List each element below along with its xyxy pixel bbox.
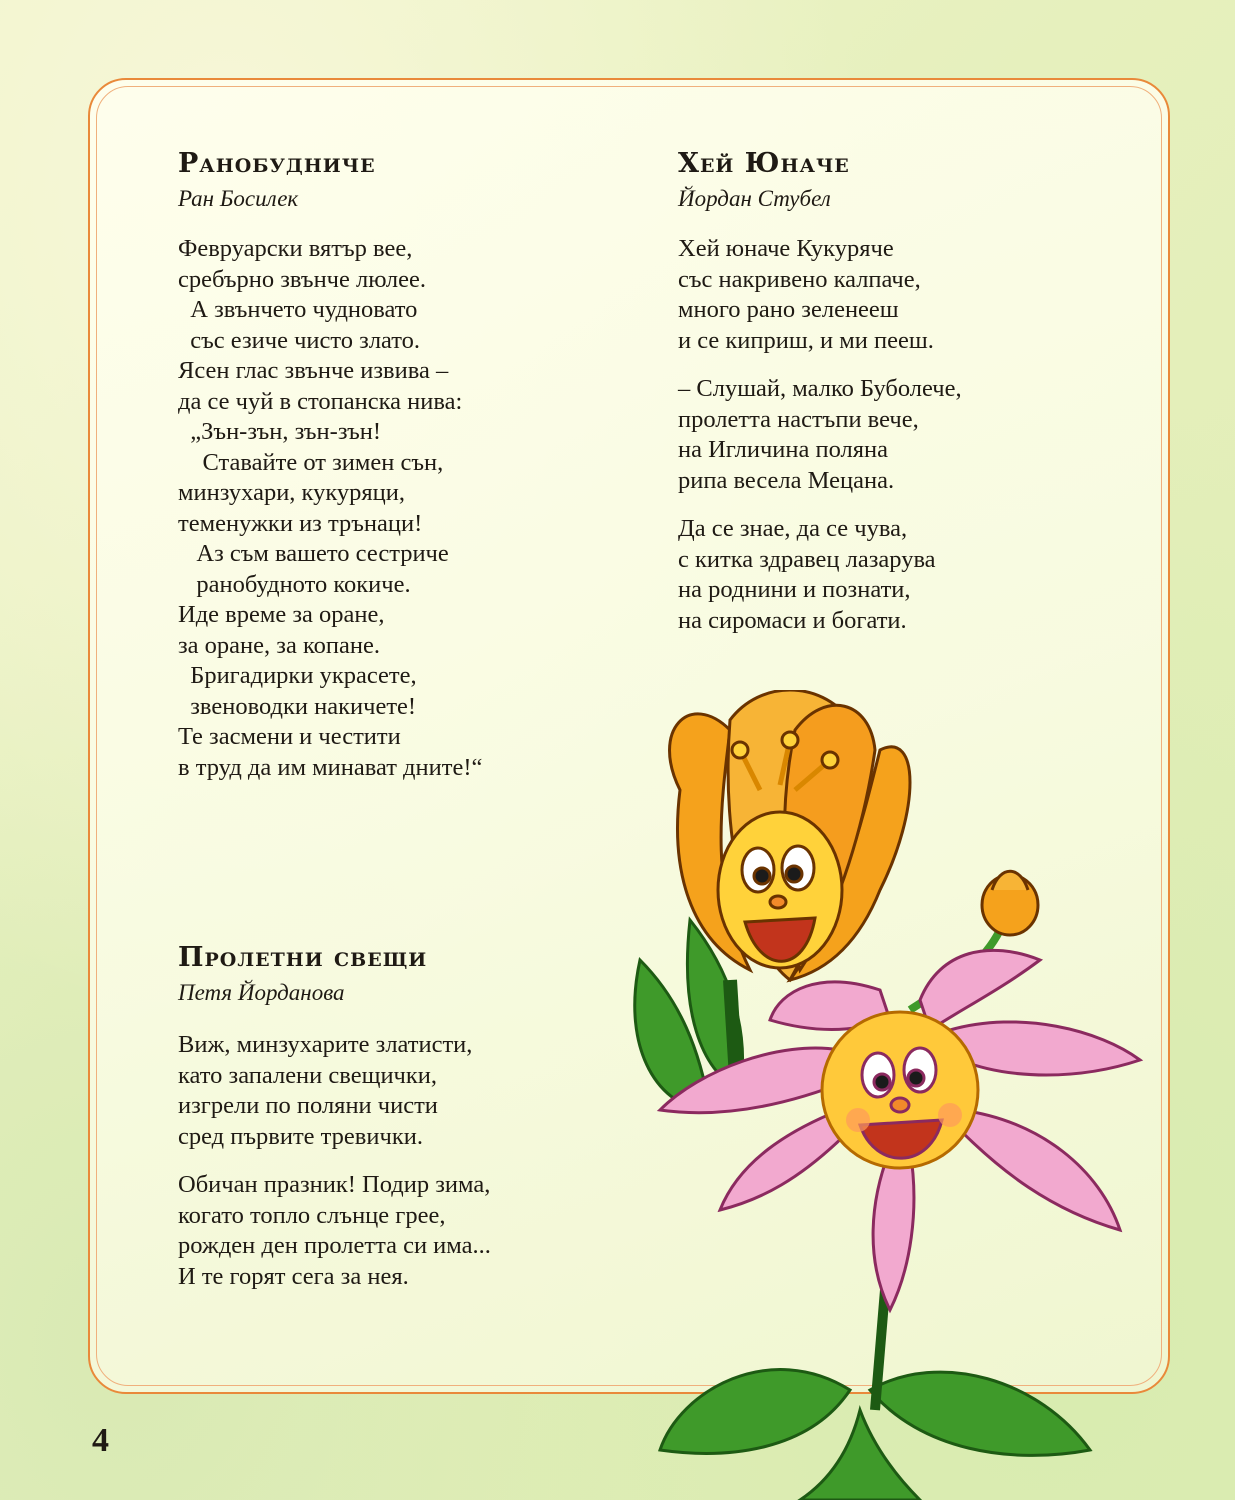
poem-proletni-sveshti	[178, 940, 618, 1292]
poem-stanza	[678, 374, 1118, 496]
poem-line: много рано зеленееш	[678, 296, 899, 323]
poem-line: минзухари, кукуряци,	[178, 479, 406, 506]
poem-line: на Игличина поляна	[678, 436, 889, 463]
poem-line: на сиромаси и богати.	[678, 606, 907, 634]
poem-stanza	[678, 514, 1118, 636]
poem-line: рипа весела Мецана.	[678, 466, 895, 494]
poem-author: Ран Босилек	[178, 186, 299, 211]
page-number: 4	[92, 1422, 109, 1459]
poem-line: Обичан празник! Подир зима,	[178, 1171, 491, 1198]
poem-hey-yunache	[678, 146, 1118, 636]
poem-line: И те горят сега за нея.	[178, 1262, 409, 1290]
poem-line: Да се знае, да се чува,	[678, 515, 908, 542]
poem-line: със накривено калпаче,	[678, 265, 921, 293]
poem-line: Ясен глас звънче извива –	[178, 357, 449, 384]
poem-title: Пролетни свещи	[178, 942, 428, 973]
poem-line: да се чуй в стопанска нива:	[178, 387, 463, 415]
poem-stanza	[178, 234, 618, 783]
poem-stanza	[678, 234, 1118, 356]
poem-line: – Слушай, малко Буболече,	[678, 375, 962, 402]
poem-line: звеноводки накичете!	[178, 692, 417, 720]
poem-title: Хей Юначе	[678, 148, 850, 179]
cartoon-flowers-illustration	[620, 690, 1220, 1500]
orange-flower	[670, 690, 910, 980]
poem-ranobudniche	[178, 146, 618, 783]
poem-line: със езиче чисто злато.	[178, 326, 421, 354]
poem-line: А звънчето чудновато	[178, 296, 418, 323]
poem-stanza	[178, 1170, 618, 1292]
poem-line: ранобудното кокиче.	[178, 570, 411, 598]
poem-line: сред първите тревички.	[178, 1122, 423, 1150]
poem-line: рожден ден пролетта си има...	[178, 1232, 491, 1259]
poem-line: Бригадирки украсете,	[178, 662, 417, 689]
poem-line: и се киприш, и ми пееш.	[678, 326, 934, 354]
poem-line: Иде време за оране,	[178, 601, 385, 628]
poem-line: пролетта настъпи вече,	[678, 405, 919, 433]
poem-line: Виж, минзухарите златисти,	[178, 1031, 473, 1058]
poem-line: за оране, за копане.	[178, 631, 380, 659]
poem-line: теменужки из трънаци!	[178, 509, 423, 537]
poem-line: Те засмени и честити	[178, 723, 401, 750]
poem-author: Йордан Стубел	[678, 186, 831, 211]
poem-line: с китка здравец лазарува	[678, 545, 936, 573]
poem-line: Аз съм вашето сестриче	[178, 540, 449, 567]
poem-line: в труд да им минават дните!“	[178, 753, 483, 781]
poem-line: когато топло слънце грее,	[178, 1201, 446, 1229]
poem-line: изгрели по поляни чисти	[178, 1092, 438, 1119]
poem-stanza	[178, 1030, 618, 1152]
poem-line: Хей юначе Кукуряче	[678, 235, 894, 262]
poem-line: Февруарски вятър вее,	[178, 235, 413, 262]
poem-line: сребърно звънче люлее.	[178, 265, 427, 293]
poem-line: на роднини и познати,	[678, 576, 911, 603]
poem-line: като запалени свещички,	[178, 1061, 438, 1089]
poem-title: Ранобудниче	[178, 148, 376, 179]
leaves	[660, 1290, 1090, 1500]
poem-line: „Зън-зън, зън-зън!	[178, 418, 382, 445]
poem-line: Ставайте от зимен сън,	[178, 448, 444, 476]
poem-author: Петя Йорданова	[178, 980, 345, 1005]
